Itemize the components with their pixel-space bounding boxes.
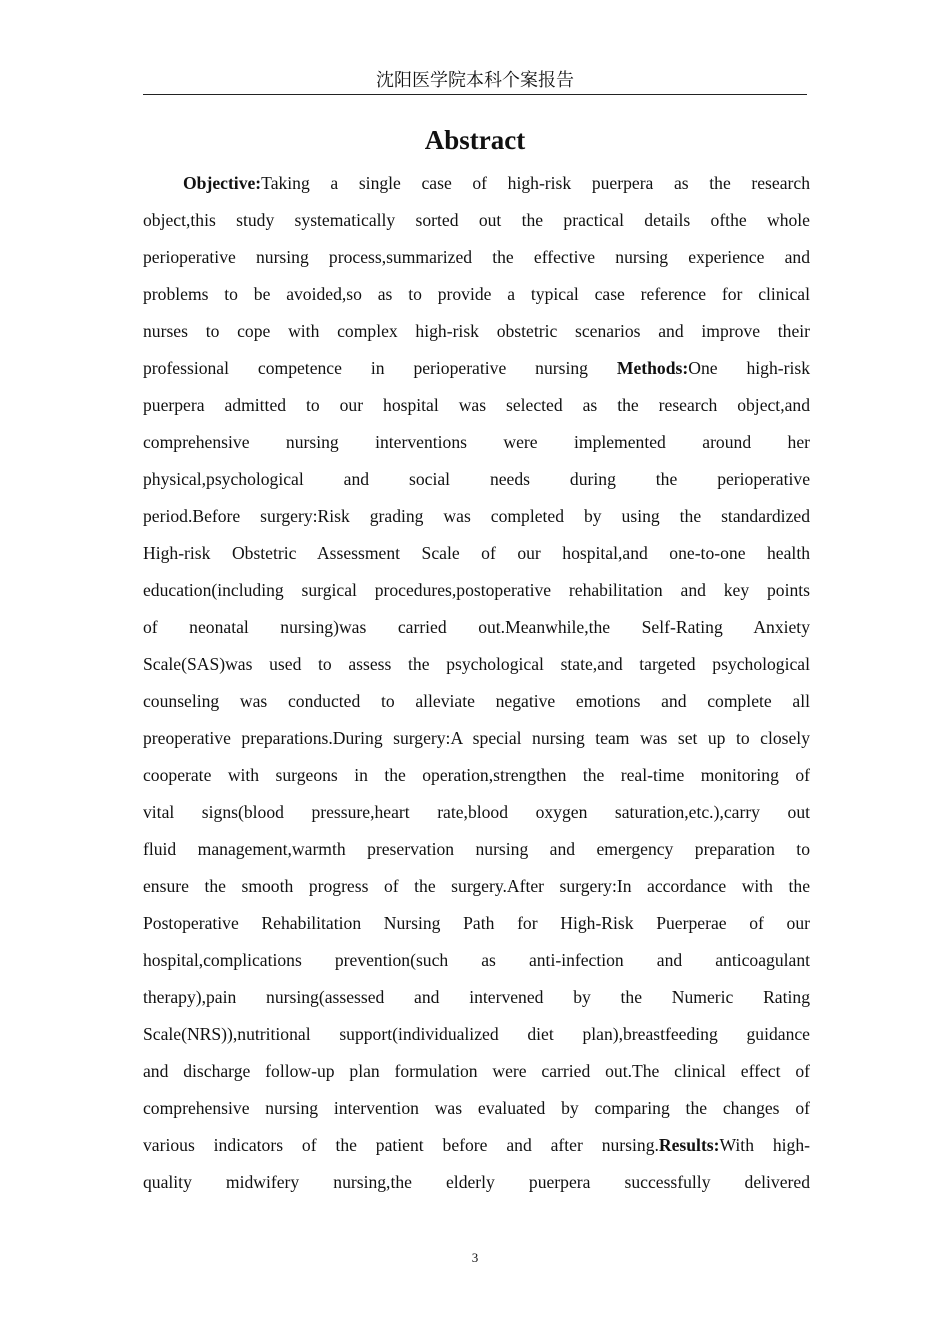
abstract-line: [143, 720, 810, 757]
abstract-text: hospital,complications prevention(such as anti-infection and anticoagulant: [143, 950, 810, 970]
abstract-line: [143, 535, 810, 572]
abstract-line: [143, 572, 810, 609]
abstract-text: Taking a single case of high-risk puerpera as the research: [261, 173, 810, 193]
abstract-line: [143, 942, 810, 979]
abstract-line: [143, 1127, 810, 1164]
abstract-line: [143, 239, 810, 276]
abstract-line: [143, 387, 810, 424]
page-header-title: 沈阳医学院本科个案报告: [376, 70, 574, 91]
abstract-text: education(including surgical procedures,postoperative rehabilitation and key points: [143, 580, 810, 600]
abstract-text: perioperative nursing process,summarized the effective nursing experience and: [143, 247, 810, 267]
abstract-text: cooperate with surgeons in the operation,strengthen the real-time monitoring of: [143, 765, 810, 785]
abstract-title: Abstract: [424, 125, 526, 155]
abstract-text: ensure the smooth progress of the surgery.After surgery:In accordance with the: [143, 876, 810, 896]
abstract-line: [143, 794, 810, 831]
abstract-text: problems to be avoided,so as to provide a typical case reference for clinical: [143, 284, 810, 304]
abstract-text: period.Before surgery:Risk grading was completed by using the standardized: [143, 506, 810, 526]
abstract-text: puerpera admitted to our hospital was selected as the research object,and: [143, 395, 810, 415]
abstract-line: [143, 1090, 810, 1127]
section-label: Methods:: [616, 358, 689, 378]
abstract-line: [143, 905, 810, 942]
abstract-line: [143, 276, 810, 313]
abstract-line: [143, 1053, 810, 1090]
abstract-text: One high-risk: [688, 358, 810, 378]
section-label: Objective:: [183, 173, 262, 193]
abstract-line: [143, 1016, 810, 1053]
abstract-line: [143, 757, 810, 794]
abstract-line: [143, 313, 810, 350]
abstract-line: [143, 350, 810, 387]
abstract-line: [143, 165, 810, 202]
abstract-line: [143, 979, 810, 1016]
abstract-text: Postoperative Rehabilitation Nursing Path for High-Risk Puerperae of our: [143, 913, 810, 933]
abstract-text: comprehensive nursing interventions were implemented around her: [143, 432, 810, 452]
abstract-text: and discharge follow-up plan formulation were carried out.The clinical effect of: [143, 1061, 810, 1081]
abstract-text: counseling was conducted to alleviate negative emotions and complete all: [143, 691, 810, 711]
abstract-text: With high-: [719, 1135, 810, 1155]
abstract-line: [143, 868, 810, 905]
abstract-line: [143, 831, 810, 868]
abstract-line: [143, 683, 810, 720]
abstract-text: Scale(NRS)),nutritional support(individualized diet plan),breastfeeding guidance: [143, 1024, 810, 1044]
abstract-text: comprehensive nursing intervention was evaluated by comparing the changes of: [143, 1098, 810, 1118]
abstract-text: quality midwifery nursing,the elderly puerpera successfully delivered: [143, 1172, 810, 1192]
abstract-text: of neonatal nursing)was carried out.Meanwhile,the Self-Rating Anxiety: [143, 617, 810, 637]
abstract-text: object,this study systematically sorted out the practical details ofthe whole: [143, 210, 810, 230]
abstract-line: [143, 202, 810, 239]
section-label: Results:: [658, 1135, 720, 1155]
abstract-line: [143, 1164, 810, 1201]
abstract-line: [143, 609, 810, 646]
abstract-text: physical,psychological and social needs during the perioperative: [143, 469, 810, 489]
abstract-text: various indicators of the patient before and after nursing.: [143, 1135, 659, 1155]
abstract-text: nurses to cope with complex high-risk obstetric scenarios and improve their: [143, 321, 810, 341]
abstract-text: Scale(SAS)was used to assess the psychological state,and targeted psychological: [143, 654, 810, 674]
abstract-text: fluid management,warmth preservation nursing and emergency preparation to: [143, 839, 810, 859]
abstract-text: professional competence in perioperative nursing: [143, 358, 617, 378]
abstract-text: therapy),pain nursing(assessed and intervened by the Numeric Rating: [143, 987, 810, 1007]
abstract-line: [143, 498, 810, 535]
abstract-line: [143, 461, 810, 498]
abstract-body: [143, 165, 810, 1201]
abstract-line: [143, 646, 810, 683]
abstract-text: vital signs(blood pressure,heart rate,blood oxygen saturation,etc.),carry out: [143, 802, 810, 822]
abstract-text: High-risk Obstetric Assessment Scale of our hospital,and one-to-one health: [143, 543, 810, 563]
page-number: 3: [471, 1250, 479, 1265]
abstract-line: [143, 424, 810, 461]
header-divider: [143, 94, 807, 95]
abstract-text: preoperative preparations.During surgery:A special nursing team was set up to closely: [143, 728, 810, 748]
